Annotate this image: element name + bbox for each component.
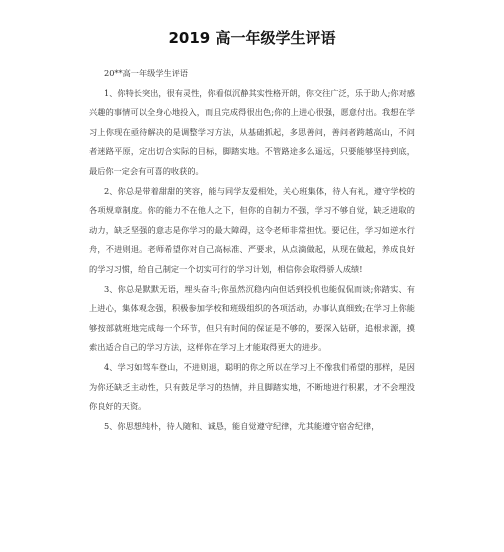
document-body <box>89 64 415 436</box>
comment-paragraph-2: 2、你总是带着甜甜的笑容，能与同学友爱相处，关心班集体，待人有礼，遵守学校的各项规章制度。你的能力不在他人之下，但你的自制力不强，学习不够自觉，缺乏进取的动力，缺乏坚强的意志是你学习的最大障碍，这令老师非常担忧。要记住，学习如逆水行舟，不进则退。老师希望你对自己高标准、严要求，从点滴做起，从现在做起，养成良好的学习习惯，给自己制定一个切实可行的学习计划，相信你会取得骄人成绩! <box>89 185 415 274</box>
comment-paragraph-3: 3、你总是默默无语，埋头奋斗;你虽然沉稳内向但话到投机也能侃侃而谈;你踏实、有上进心，集体观念强，积极参加学校和班级组织的各项活动，办事认真细致;在学习上你能够按部就班地完成每一个环节，但只有时间的保证是不够的，要深入钻研，追根求源，摸索出适合自己的学习方法，这样你在学习上才能取得更大的进步。 <box>89 283 415 353</box>
comment-paragraph-1: 1、你特长突出，很有灵性，你看似沉静其实性格开朗，你交往广泛，乐于助人;你对感兴趣的事情可以全身心地投入，而且完成得很出色;你的上进心很强，愿意付出。我想在学习上你现在亟待解决的是调整学习方法，从基础抓起，多思善问，善问者跨越高山，不问者迷路平原，定出切合实际的目标，脚踏实地。不管路途多么遥远，只要能够坚持到底，最后你一定会有可喜的收获的。 <box>89 87 415 176</box>
document-subtitle: 20**高一年级学生评语 <box>104 68 189 78</box>
page-title: 2019 高一年级学生评语 <box>168 29 336 47</box>
comment-paragraph-5: 5、你思想纯朴，待人随和、诚恳，能自觉遵守纪律，尤其能遵守宿舍纪律， <box>104 420 380 431</box>
comment-paragraph-4: 4、学习如驾车登山，不进则退，聪明的你之所以在学习上不像我们希望的那样，是因为你还缺乏主动性，只有鼓足学习的热情，并且脚踏实地，不断地进行积累，才不会埋没你良好的天资。 <box>89 361 415 412</box>
